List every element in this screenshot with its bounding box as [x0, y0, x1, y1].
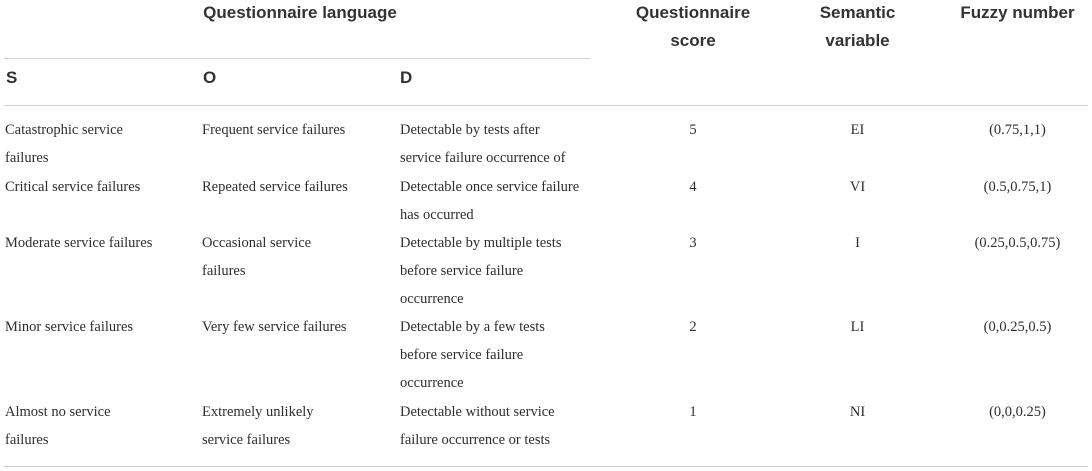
cell-o: [202, 173, 392, 201]
header-fuzzy-number: Fuzzy number: [960, 3, 1075, 22]
header-group-rule: [4, 58, 590, 59]
cell-o-line: service failures: [202, 432, 291, 448]
cell-s-line: Almost no service: [5, 404, 111, 420]
header-semantic-line1: Semantic: [819, 3, 896, 22]
cell-s: [5, 398, 195, 454]
cell-d-line: service failure occurrence of: [400, 150, 566, 166]
cell-s-line: failures: [5, 432, 49, 448]
cell-d-line: Detectable once service failure: [400, 179, 580, 195]
cell-d-line: before service failure: [400, 347, 524, 363]
cell-o-line: Extremely unlikely: [202, 404, 314, 420]
cell-d-line: has occurred: [400, 207, 474, 223]
header-o: O: [203, 68, 217, 87]
cell-s: [5, 173, 195, 201]
header-score-line1: Questionnaire: [635, 3, 751, 22]
cell-d: [400, 116, 600, 172]
cell-o: [202, 229, 392, 285]
header-questionnaire-score: [618, 0, 768, 55]
cell-d-line: Detectable by tests after: [400, 122, 540, 138]
cell-semantic: NI: [849, 404, 866, 420]
header-score-line2: score: [670, 31, 716, 50]
cell-score: 2: [689, 319, 697, 335]
cell-score: 1: [689, 404, 697, 420]
cell-s-line: Moderate service failures: [5, 235, 153, 251]
cell-o-line: Repeated service failures: [202, 179, 348, 195]
cell-s-line: Minor service failures: [5, 319, 134, 335]
header-bottom-rule: [4, 105, 1088, 106]
header-semantic-variable: [790, 0, 925, 55]
cell-semantic: EI: [850, 122, 865, 138]
cell-o-line: Occasional service: [202, 235, 312, 251]
cell-fuzzy: (0,0,0.25): [989, 404, 1046, 420]
table-bottom-rule: [4, 466, 1088, 467]
header-d: D: [400, 68, 413, 87]
cell-semantic: LI: [850, 319, 865, 335]
cell-d-line: Detectable by a few tests: [400, 319, 545, 335]
cell-d: [400, 173, 600, 229]
cell-semantic: VI: [849, 179, 866, 195]
cell-o-line: Frequent service failures: [202, 122, 346, 138]
cell-o: [202, 116, 392, 144]
cell-s-line: failures: [5, 150, 49, 166]
cell-o: [202, 398, 392, 454]
cell-fuzzy: (0.25,0.5,0.75): [974, 235, 1061, 251]
cell-fuzzy: (0.75,1,1): [989, 122, 1046, 138]
cell-fuzzy: (0,0.25,0.5): [983, 319, 1052, 335]
cell-o-line: failures: [202, 263, 246, 279]
header-semantic-line2: variable: [825, 31, 890, 50]
cell-d-line: before service failure: [400, 263, 524, 279]
cell-d: [400, 398, 600, 454]
cell-s-line: Critical service failures: [5, 179, 141, 195]
cell-fuzzy: (0.5,0.75,1): [983, 179, 1052, 195]
cell-d: [400, 229, 600, 313]
cell-score: 5: [689, 122, 697, 138]
cell-semantic: I: [855, 235, 860, 251]
cell-o-line: Very few service failures: [202, 319, 347, 335]
header-questionnaire-language: Questionnaire language: [203, 3, 397, 22]
cell-score: 4: [689, 179, 697, 195]
header-s: S: [6, 68, 18, 87]
cell-s: [5, 313, 195, 341]
cell-s-line: Catastrophic service: [5, 122, 123, 138]
cell-s: [5, 116, 195, 172]
cell-o: [202, 313, 392, 341]
cell-score: 3: [689, 235, 697, 251]
cell-d: [400, 313, 600, 397]
cell-d-line: Detectable by multiple tests: [400, 235, 562, 251]
cell-d-line: occurrence: [400, 375, 464, 391]
cell-d-line: occurrence: [400, 291, 464, 307]
cell-s: [5, 229, 195, 257]
cell-d-line: Detectable without service: [400, 404, 555, 420]
cell-d-line: failure occurrence or tests: [400, 432, 551, 448]
